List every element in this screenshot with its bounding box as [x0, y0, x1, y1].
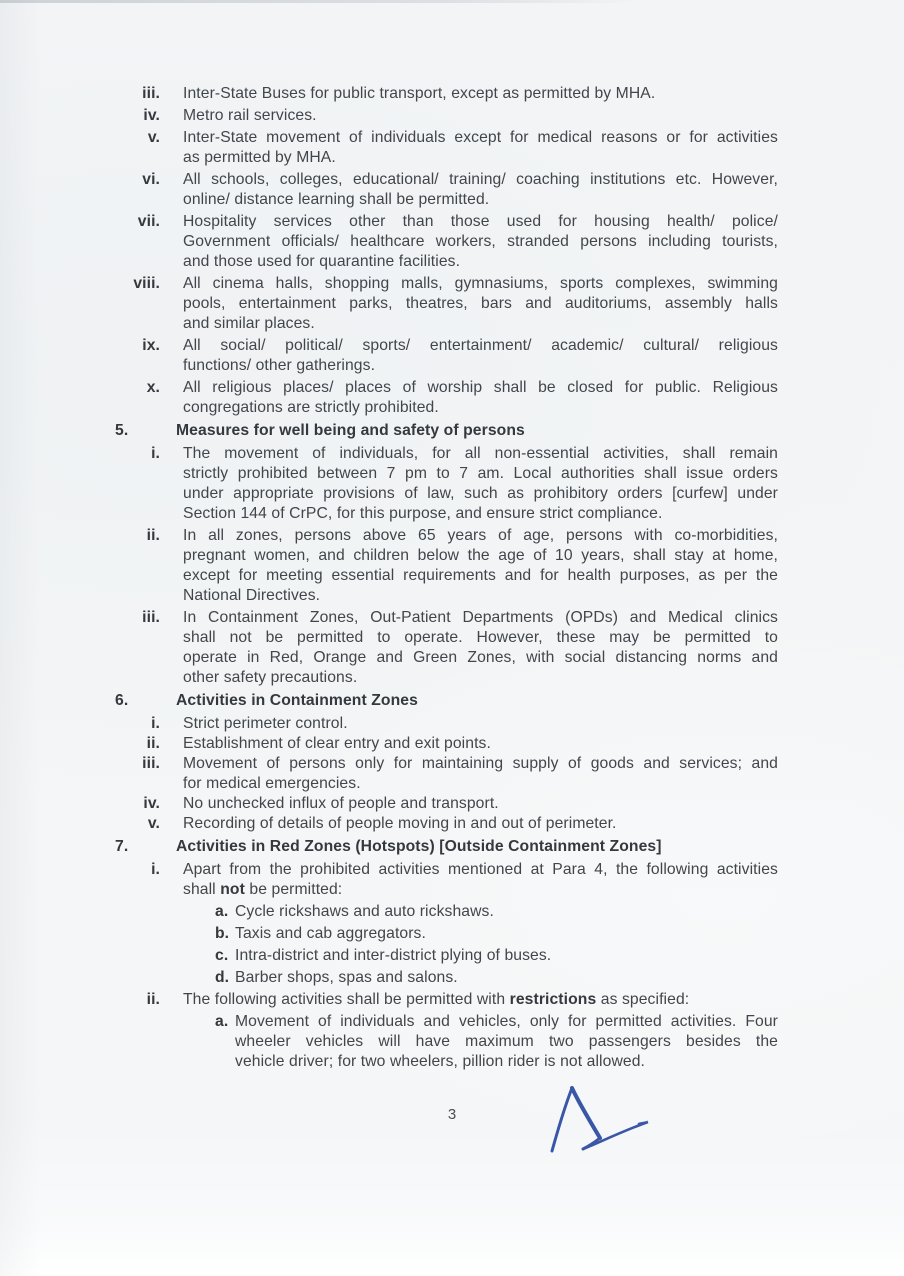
list-item-text: [183, 608, 778, 688]
list-marker: v.: [147, 129, 160, 146]
list-item-text: [183, 754, 778, 794]
list-item-text: [183, 84, 778, 104]
list-item: [100, 714, 778, 734]
scan-edge-artifact: [0, 0, 640, 3]
list-item-text: [235, 1012, 778, 1072]
list-marker: ii.: [146, 527, 160, 544]
list-item-text: [183, 378, 778, 418]
list-item-text: [183, 444, 778, 524]
text-line: No unchecked influx of people and transport.: [183, 795, 499, 812]
text-line: pools, entertainment parks, theatres, bars and auditoriums, assembly halls: [183, 295, 778, 312]
text-line: wheeler vehicles will have maximum two passengers besides the: [235, 1033, 778, 1050]
list-item: [100, 128, 778, 168]
list-marker: viii.: [133, 275, 160, 292]
list-item-text: [235, 946, 778, 966]
section-heading-row: [100, 691, 778, 711]
section-heading-row: [100, 837, 778, 857]
text-line: Cycle rickshaws and auto rickshaws.: [235, 903, 494, 920]
text-line: All social/ political/ sports/ entertainment/ academic/ cultural/ religious: [183, 337, 778, 354]
list-item: [100, 814, 778, 834]
list-marker: iii.: [142, 85, 160, 102]
text-line: and similar places.: [183, 315, 315, 332]
list-marker: ii.: [146, 735, 160, 752]
text-line: under appropriate provisions of law, such as prohibitory orders [curfew] under: [183, 485, 778, 502]
list-item-text: [183, 814, 778, 834]
list-item-text: [183, 106, 778, 126]
text-line: The movement of individuals, for all non-essential activities, shall remain: [183, 445, 778, 462]
list-item: [100, 526, 778, 606]
list-item: [100, 902, 778, 922]
list-item: [100, 608, 778, 688]
list-marker: c.: [215, 947, 229, 964]
list-item: [100, 924, 778, 944]
list-marker: iii.: [142, 755, 160, 772]
list-marker: v.: [147, 815, 160, 832]
heading-line: Activities in Red Zones (Hotspots) [Outside Containment Zones]: [176, 838, 662, 855]
text-line: In Containment Zones, Out-Patient Departments (OPDs) and Medical clinics: [183, 609, 778, 626]
text-line: Establishment of clear entry and exit points.: [183, 735, 491, 752]
list-marker: a.: [215, 903, 229, 920]
text-line: online/ distance learning shall be permitted.: [183, 191, 490, 208]
text-line: Inter-State Buses for public transport, except as permitted by MHA.: [183, 85, 656, 102]
signature-ink-icon: [536, 1080, 654, 1156]
text-line: vehicle driver; for two wheelers, pillion rider is not allowed.: [235, 1053, 645, 1070]
text-line: Apart from the prohibited activities mentioned at Para 4, the following activities: [183, 861, 778, 878]
list-item: [100, 968, 778, 988]
text-line: All schools, colleges, educational/ training/ coaching institutions etc. However,: [183, 171, 778, 188]
list-item: [100, 212, 778, 272]
list-item: [100, 794, 778, 814]
list-item: [100, 170, 778, 210]
list-item: [100, 444, 778, 524]
list-marker: d.: [215, 969, 230, 986]
document-body: [100, 84, 778, 1074]
page-number: 3: [447, 1106, 457, 1123]
list-marker: a.: [215, 1013, 229, 1030]
list-item: [100, 754, 778, 794]
list-item-text: [183, 734, 778, 754]
text-line: All cinema halls, shopping malls, gymnasiums, sports complexes, swimming: [183, 275, 778, 292]
text-line: All religious places/ places of worship shall be closed for public. Religious: [183, 379, 778, 396]
list-item: [100, 734, 778, 754]
section-heading-text: [176, 691, 418, 711]
section-heading-text: [176, 837, 662, 857]
text-line: functions/ other gatherings.: [183, 357, 376, 374]
text-line: The following activities shall be permitted with restrictions as specified:: [183, 991, 690, 1008]
list-marker: 6.: [115, 692, 129, 709]
section-heading-row: [100, 421, 778, 441]
list-marker: vi.: [142, 171, 160, 188]
list-marker: i.: [151, 445, 160, 462]
list-item: [100, 106, 778, 126]
list-item: [100, 378, 778, 418]
text-line: other safety precautions.: [183, 669, 358, 686]
list-item: [100, 336, 778, 376]
list-marker: iv.: [143, 795, 160, 812]
heading-line: Activities in Containment Zones: [176, 692, 418, 709]
text-line: Movement of individuals and vehicles, only for permitted activities. Four: [235, 1013, 778, 1030]
text-line: congregations are strictly prohibited.: [183, 399, 439, 416]
list-item-text: [183, 170, 778, 210]
list-item-text: [235, 968, 778, 988]
list-item: [100, 860, 778, 900]
list-marker: i.: [151, 861, 160, 878]
text-line: strictly prohibited between 7 pm to 7 am. Local authorities shall issue orders: [183, 465, 778, 482]
list-marker: 7.: [115, 838, 129, 855]
list-marker: iv.: [143, 107, 160, 124]
list-marker: ix.: [142, 337, 160, 354]
list-item-text: [183, 714, 778, 734]
text-line: operate in Red, Orange and Green Zones, with social distancing norms and: [183, 649, 778, 666]
scan-left-shading: [0, 0, 40, 1276]
list-marker: b.: [215, 925, 230, 942]
text-line: Barber shops, spas and salons.: [235, 969, 458, 986]
text-line: pregnant women, and children below the age of 10 years, shall stay at home,: [183, 547, 778, 564]
text-line: as permitted by MHA.: [183, 149, 336, 166]
list-item-text: [183, 990, 778, 1010]
text-line: Section 144 of CrPC, for this purpose, and ensure strict compliance.: [183, 505, 663, 522]
list-marker: 5.: [115, 422, 129, 439]
list-item-text: [183, 274, 778, 334]
list-item: [100, 84, 778, 104]
list-marker: ii.: [146, 991, 160, 1008]
text-line: shall not be permitted:: [183, 881, 343, 898]
text-line: National Directives.: [183, 587, 321, 604]
text-line: Strict perimeter control.: [183, 715, 348, 732]
list-item-text: [183, 212, 778, 272]
list-item-text: [183, 526, 778, 606]
text-line: Government officials/ healthcare workers, stranded persons including tourists,: [183, 233, 778, 250]
text-line: Taxis and cab aggregators.: [235, 925, 426, 942]
list-item: [100, 990, 778, 1010]
list-item: [100, 274, 778, 334]
text-line: except for meeting essential requirements and for health purposes, as per the: [183, 567, 778, 584]
list-item-text: [183, 860, 778, 900]
text-line: Movement of persons only for maintaining supply of goods and services; and: [183, 755, 778, 772]
text-line: for medical emergencies.: [183, 775, 361, 792]
list-item-text: [235, 924, 778, 944]
list-marker: i.: [151, 715, 160, 732]
text-line: In all zones, persons above 65 years of age, persons with co-morbidities,: [183, 527, 778, 544]
text-line: and those used for quarantine facilities.: [183, 253, 461, 270]
list-item-text: [183, 336, 778, 376]
list-item-text: [183, 794, 778, 814]
list-item-text: [183, 128, 778, 168]
text-line: shall not be permitted to operate. However, these may be permitted to: [183, 629, 778, 646]
text-line: Metro rail services.: [183, 107, 317, 124]
text-line: Intra-district and inter-district plying of buses.: [235, 947, 552, 964]
list-item-text: [235, 902, 778, 922]
list-item: [100, 946, 778, 966]
list-item: [100, 1012, 778, 1072]
heading-line: Measures for well being and safety of persons: [176, 422, 525, 439]
text-line: Inter-State movement of individuals except for medical reasons or for activities: [183, 129, 778, 146]
list-marker: vii.: [137, 213, 160, 230]
text-line: Hospitality services other than those used for housing health/ police/: [183, 213, 778, 230]
list-marker: x.: [146, 379, 160, 396]
text-line: Recording of details of people moving in and out of perimeter.: [183, 815, 617, 832]
section-heading-text: [176, 421, 525, 441]
list-marker: iii.: [142, 609, 160, 626]
